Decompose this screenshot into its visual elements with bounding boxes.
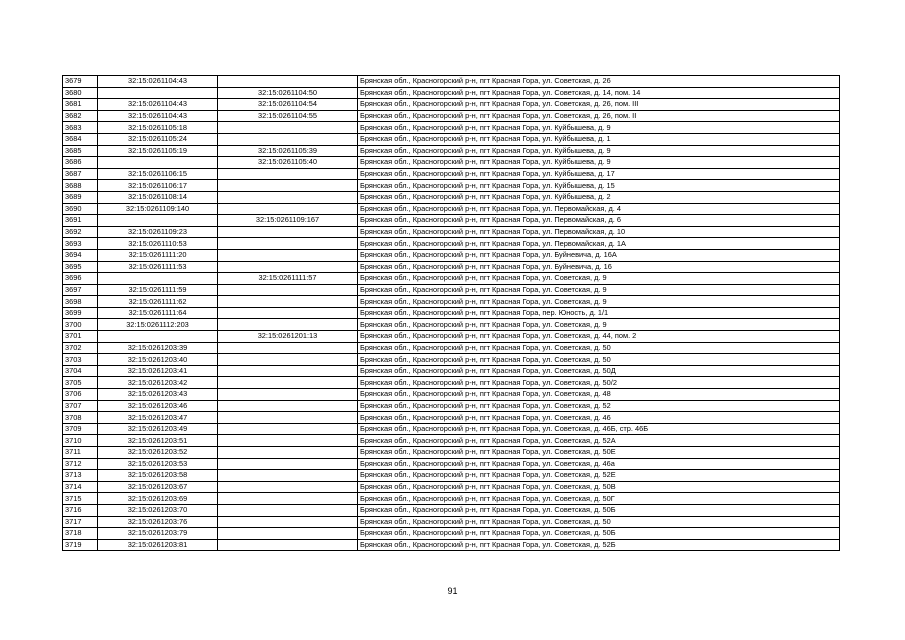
table-row [63,76,840,88]
table-row [63,180,840,192]
row-number-cell: 3704 [63,365,98,377]
row-number-cell: 3682 [63,110,98,122]
table-row [63,284,840,296]
parcel-cadastral-number-cell: 32:15:0261106:17 [98,180,218,192]
parcel-cadastral-number-cell: 32:15:0261111:64 [98,307,218,319]
table-row [63,238,840,250]
premises-cadastral-number-cell [218,319,358,331]
premises-cadastral-number-cell [218,168,358,180]
table-row [63,435,840,447]
row-number-cell: 3718 [63,528,98,540]
row-number-cell: 3693 [63,238,98,250]
premises-cadastral-number-cell [218,249,358,261]
address-cell: Брянская обл., Красногорский р-н, пгт Красная Гора, пер. Юность, д. 1/1 [358,307,840,319]
address-cell: Брянская обл., Красногорский р-н, пгт Красная Гора, ул. Советская, д. 48 [358,389,840,401]
row-number-cell: 3695 [63,261,98,273]
premises-cadastral-number-cell [218,354,358,366]
address-cell: Брянская обл., Красногорский р-н, пгт Красная Гора, ул. Первомайская, д. 4 [358,203,840,215]
row-number-cell: 3716 [63,504,98,516]
table-row [63,516,840,528]
parcel-cadastral-number-cell [98,273,218,285]
premises-cadastral-number-cell [218,470,358,482]
address-cell: Брянская обл., Красногорский р-н, пгт Красная Гора, ул. Первомайская, д. 10 [358,226,840,238]
premises-cadastral-number-cell [218,435,358,447]
table-row [63,354,840,366]
address-cell: Брянская обл., Красногорский р-н, пгт Красная Гора, ул. Советская, д. 46Б, стр. 46Б [358,423,840,435]
parcel-cadastral-number-cell: 32:15:0261104:43 [98,99,218,111]
row-number-cell: 3697 [63,284,98,296]
row-number-cell: 3681 [63,99,98,111]
table-row [63,133,840,145]
parcel-cadastral-number-cell: 32:15:0261203:70 [98,504,218,516]
row-number-cell: 3702 [63,342,98,354]
table-row [63,481,840,493]
address-cell: Брянская обл., Красногорский р-н, пгт Красная Гора, ул. Куйбышева, д. 9 [358,145,840,157]
parcel-cadastral-number-cell: 32:15:0261111:53 [98,261,218,273]
parcel-cadastral-number-cell: 32:15:0261105:18 [98,122,218,134]
row-number-cell: 3703 [63,354,98,366]
parcel-cadastral-number-cell: 32:15:0261203:51 [98,435,218,447]
premises-cadastral-number-cell [218,133,358,145]
premises-cadastral-number-cell [218,493,358,505]
row-number-cell: 3687 [63,168,98,180]
parcel-cadastral-number-cell: 32:15:0261203:42 [98,377,218,389]
address-cell: Брянская обл., Красногорский р-н, пгт Красная Гора, ул. Советская, д. 9 [358,273,840,285]
registry-table-body [63,76,840,551]
table-row [63,377,840,389]
parcel-cadastral-number-cell: 32:15:0261112:203 [98,319,218,331]
premises-cadastral-number-cell [218,458,358,470]
premises-cadastral-number-cell: 32:15:0261104:50 [218,87,358,99]
address-cell: Брянская обл., Красногорский р-н, пгт Красная Гора, ул. Советская, д. 46а [358,458,840,470]
table-row [63,296,840,308]
parcel-cadastral-number-cell: 32:15:0261203:43 [98,389,218,401]
table-row [63,273,840,285]
address-cell: Брянская обл., Красногорский р-н, пгт Красная Гора, ул. Советская, д. 50Б [358,504,840,516]
premises-cadastral-number-cell: 32:15:0261111:57 [218,273,358,285]
address-cell: Брянская обл., Красногорский р-н, пгт Красная Гора, ул. Советская, д. 9 [358,284,840,296]
table-row [63,191,840,203]
address-cell: Брянская обл., Красногорский р-н, пгт Красная Гора, ул. Советская, д. 50 [358,342,840,354]
address-cell: Брянская обл., Красногорский р-н, пгт Красная Гора, ул. Советская, д. 9 [358,296,840,308]
premises-cadastral-number-cell [218,180,358,192]
premises-cadastral-number-cell [218,389,358,401]
parcel-cadastral-number-cell [98,157,218,169]
parcel-cadastral-number-cell: 32:15:0261104:43 [98,110,218,122]
row-number-cell: 3699 [63,307,98,319]
premises-cadastral-number-cell [218,412,358,424]
premises-cadastral-number-cell [218,365,358,377]
row-number-cell: 3692 [63,226,98,238]
table-row [63,412,840,424]
parcel-cadastral-number-cell: 32:15:0261106:15 [98,168,218,180]
parcel-cadastral-number-cell [98,331,218,343]
address-cell: Брянская обл., Красногорский р-н, пгт Красная Гора, ул. Советская, д. 50В [358,481,840,493]
parcel-cadastral-number-cell: 32:15:0261203:39 [98,342,218,354]
premises-cadastral-number-cell [218,122,358,134]
table-row [63,539,840,551]
premises-cadastral-number-cell [218,296,358,308]
row-number-cell: 3705 [63,377,98,389]
premises-cadastral-number-cell [218,516,358,528]
address-cell: Брянская обл., Красногорский р-н, пгт Красная Гора, ул. Куйбышева, д. 15 [358,180,840,192]
table-row [63,261,840,273]
premises-cadastral-number-cell: 32:15:0261105:39 [218,145,358,157]
premises-cadastral-number-cell: 32:15:0261105:40 [218,157,358,169]
parcel-cadastral-number-cell: 32:15:0261203:67 [98,481,218,493]
parcel-cadastral-number-cell: 32:15:0261203:49 [98,423,218,435]
address-cell: Брянская обл., Красногорский р-н, пгт Красная Гора, ул. Куйбышева, д. 9 [358,122,840,134]
address-cell: Брянская обл., Красногорский р-н, пгт Красная Гора, ул. Советская, д. 26 [358,76,840,88]
row-number-cell: 3708 [63,412,98,424]
address-cell: Брянская обл., Красногорский р-н, пгт Красная Гора, ул. Куйбышева, д. 2 [358,191,840,203]
parcel-cadastral-number-cell: 32:15:0261111:59 [98,284,218,296]
parcel-cadastral-number-cell: 32:15:0261203:76 [98,516,218,528]
table-row [63,249,840,261]
table-row [63,528,840,540]
address-cell: Брянская обл., Красногорский р-н, пгт Красная Гора, ул. Первомайская, д. 6 [358,215,840,227]
table-row [63,423,840,435]
table-row [63,226,840,238]
row-number-cell: 3719 [63,539,98,551]
parcel-cadastral-number-cell: 32:15:0261203:81 [98,539,218,551]
row-number-cell: 3694 [63,249,98,261]
premises-cadastral-number-cell [218,377,358,389]
table-row [63,365,840,377]
address-cell: Брянская обл., Красногорский р-н, пгт Красная Гора, ул. Советская, д. 26, пом. III [358,99,840,111]
row-number-cell: 3709 [63,423,98,435]
parcel-cadastral-number-cell: 32:15:0261203:41 [98,365,218,377]
table-row [63,215,840,227]
premises-cadastral-number-cell: 32:15:0261104:54 [218,99,358,111]
row-number-cell: 3700 [63,319,98,331]
parcel-cadastral-number-cell: 32:15:0261203:69 [98,493,218,505]
row-number-cell: 3712 [63,458,98,470]
row-number-cell: 3686 [63,157,98,169]
table-row [63,122,840,134]
premises-cadastral-number-cell [218,191,358,203]
premises-cadastral-number-cell [218,423,358,435]
parcel-cadastral-number-cell: 32:15:0261108:14 [98,191,218,203]
parcel-cadastral-number-cell [98,87,218,99]
table-row [63,331,840,343]
address-cell: Брянская обл., Красногорский р-н, пгт Красная Гора, ул. Советская, д. 9 [358,319,840,331]
address-cell: Брянская обл., Красногорский р-н, пгт Красная Гора, ул. Советская, д. 50 [358,516,840,528]
address-cell: Брянская обл., Красногорский р-н, пгт Красная Гора, ул. Советская, д. 50Е [358,447,840,459]
parcel-cadastral-number-cell: 32:15:0261203:40 [98,354,218,366]
table-row [63,157,840,169]
address-cell: Брянская обл., Красногорский р-н, пгт Красная Гора, ул. Куйбышева, д. 1 [358,133,840,145]
address-cell: Брянская обл., Красногорский р-н, пгт Красная Гора, ул. Советская, д. 50 [358,354,840,366]
row-number-cell: 3696 [63,273,98,285]
table-row [63,342,840,354]
address-cell: Брянская обл., Красногорский р-н, пгт Красная Гора, ул. Советская, д. 50Б [358,528,840,540]
table-row [63,110,840,122]
parcel-cadastral-number-cell: 32:15:0261203:53 [98,458,218,470]
premises-cadastral-number-cell [218,400,358,412]
row-number-cell: 3713 [63,470,98,482]
premises-cadastral-number-cell [218,238,358,250]
table-row [63,99,840,111]
row-number-cell: 3685 [63,145,98,157]
address-cell: Брянская обл., Красногорский р-н, пгт Красная Гора, ул. Советская, д. 46 [358,412,840,424]
row-number-cell: 3679 [63,76,98,88]
address-cell: Брянская обл., Красногорский р-н, пгт Красная Гора, ул. Куйбышева, д. 9 [358,157,840,169]
parcel-cadastral-number-cell [98,215,218,227]
parcel-cadastral-number-cell: 32:15:0261203:46 [98,400,218,412]
row-number-cell: 3707 [63,400,98,412]
address-cell: Брянская обл., Красногорский р-н, пгт Красная Гора, ул. Советская, д. 52Е [358,470,840,482]
premises-cadastral-number-cell [218,203,358,215]
address-cell: Брянская обл., Красногорский р-н, пгт Красная Гора, ул. Советская, д. 44, пом. 2 [358,331,840,343]
row-number-cell: 3698 [63,296,98,308]
table-row [63,87,840,99]
table-row [63,493,840,505]
row-number-cell: 3717 [63,516,98,528]
premises-cadastral-number-cell: 32:15:0261109:167 [218,215,358,227]
address-cell: Брянская обл., Красногорский р-н, пгт Красная Гора, ул. Буйневича, д. 16 [358,261,840,273]
parcel-cadastral-number-cell: 32:15:0261104:43 [98,76,218,88]
parcel-cadastral-number-cell: 32:15:0261203:52 [98,447,218,459]
table-row [63,389,840,401]
address-cell: Брянская обл., Красногорский р-н, пгт Красная Гора, ул. Советская, д. 50Г [358,493,840,505]
registry-table [62,75,840,551]
address-cell: Брянская обл., Красногорский р-н, пгт Красная Гора, ул. Буйневича, д. 16А [358,249,840,261]
parcel-cadastral-number-cell: 32:15:0261109:23 [98,226,218,238]
row-number-cell: 3691 [63,215,98,227]
row-number-cell: 3714 [63,481,98,493]
page-number: 91 [447,586,458,596]
row-number-cell: 3680 [63,87,98,99]
row-number-cell: 3706 [63,389,98,401]
parcel-cadastral-number-cell: 32:15:0261111:20 [98,249,218,261]
table-row [63,447,840,459]
table-row [63,145,840,157]
premises-cadastral-number-cell [218,528,358,540]
address-cell: Брянская обл., Красногорский р-н, пгт Красная Гора, ул. Первомайская, д. 1А [358,238,840,250]
row-number-cell: 3701 [63,331,98,343]
address-cell: Брянская обл., Красногорский р-н, пгт Красная Гора, ул. Советская, д. 52А [358,435,840,447]
premises-cadastral-number-cell [218,481,358,493]
premises-cadastral-number-cell [218,539,358,551]
address-cell: Брянская обл., Красногорский р-н, пгт Красная Гора, ул. Советская, д. 50Д [358,365,840,377]
row-number-cell: 3683 [63,122,98,134]
table-row [63,307,840,319]
address-cell: Брянская обл., Красногорский р-н, пгт Красная Гора, ул. Советская, д. 50/2 [358,377,840,389]
parcel-cadastral-number-cell: 32:15:0261111:62 [98,296,218,308]
row-number-cell: 3711 [63,447,98,459]
table-row [63,319,840,331]
premises-cadastral-number-cell [218,284,358,296]
premises-cadastral-number-cell [218,447,358,459]
row-number-cell: 3689 [63,191,98,203]
row-number-cell: 3684 [63,133,98,145]
address-cell: Брянская обл., Красногорский р-н, пгт Красная Гора, ул. Советская, д. 26, пом. II [358,110,840,122]
table-row [63,400,840,412]
table-row [63,470,840,482]
parcel-cadastral-number-cell: 32:15:0261110:53 [98,238,218,250]
premises-cadastral-number-cell [218,504,358,516]
address-cell: Брянская обл., Красногорский р-н, пгт Красная Гора, ул. Куйбышева, д. 17 [358,168,840,180]
parcel-cadastral-number-cell: 32:15:0261203:58 [98,470,218,482]
table-row [63,458,840,470]
parcel-cadastral-number-cell: 32:15:0261203:47 [98,412,218,424]
parcel-cadastral-number-cell: 32:15:0261203:79 [98,528,218,540]
premises-cadastral-number-cell [218,307,358,319]
row-number-cell: 3715 [63,493,98,505]
premises-cadastral-number-cell [218,226,358,238]
address-cell: Брянская обл., Красногорский р-н, пгт Красная Гора, ул. Советская, д. 52Б [358,539,840,551]
premises-cadastral-number-cell: 32:15:0261201:13 [218,331,358,343]
table-row [63,203,840,215]
table-row [63,504,840,516]
premises-cadastral-number-cell [218,76,358,88]
premises-cadastral-number-cell [218,342,358,354]
row-number-cell: 3690 [63,203,98,215]
parcel-cadastral-number-cell: 32:15:0261105:24 [98,133,218,145]
premises-cadastral-number-cell [218,261,358,273]
table-row [63,168,840,180]
row-number-cell: 3688 [63,180,98,192]
address-cell: Брянская обл., Красногорский р-н, пгт Красная Гора, ул. Советская, д. 14, пом. 14 [358,87,840,99]
row-number-cell: 3710 [63,435,98,447]
parcel-cadastral-number-cell: 32:15:0261105:19 [98,145,218,157]
premises-cadastral-number-cell: 32:15:0261104:55 [218,110,358,122]
parcel-cadastral-number-cell: 32:15:0261109:140 [98,203,218,215]
address-cell: Брянская обл., Красногорский р-н, пгт Красная Гора, ул. Советская, д. 52 [358,400,840,412]
